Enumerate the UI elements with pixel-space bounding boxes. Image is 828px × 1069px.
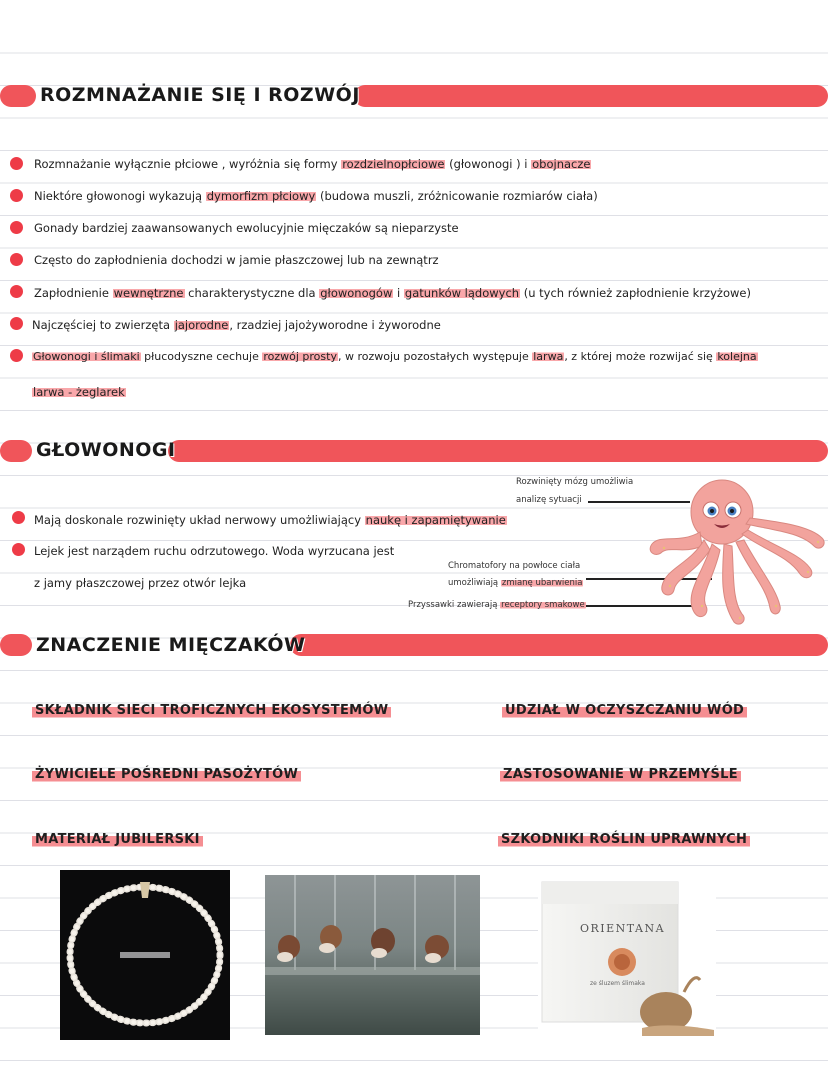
bullet-text-1: Rozmnażanie wyłącznie płciowe , wyróżnia się formy rozdzielnopłciowe (głowonogi ) i obojnacze: [34, 157, 591, 171]
pearl-necklace-photo: [60, 870, 230, 1040]
bullet-dot: [10, 253, 23, 266]
annotation-chromatophores-1: Chromatofory na powłoce ciała: [448, 561, 581, 571]
product-line: ze śluzem ślimaka: [590, 980, 645, 987]
bullet-dot: [12, 511, 25, 524]
section-title-cephalopods: GŁOWONOGI: [36, 439, 176, 461]
cephalopod-text-1: Mają doskonale rozwinięty układ nerwowy umożliwiający naukę i zapamiętywanie: [34, 513, 506, 527]
bullet-dot: [12, 543, 25, 556]
snails-aquarium-photo: [265, 875, 480, 1035]
section-title-importance: ZNACZENIE MIĘCZAKÓW: [36, 634, 306, 656]
section-bar-right: [168, 440, 828, 462]
category-label: UDZIAŁ W OCZYSZCZANIU WÓD: [502, 702, 747, 719]
product-brand: ORIENTANA: [580, 922, 666, 935]
bullet-text-2: Niektóre głowonogi wykazują dymorfizm płciowy (budowa muszli, zróżnicowanie rozmiarów ciała): [34, 189, 598, 203]
category-label: ŻYWICIELE POŚREDNI PASOŻYTÓW: [32, 766, 301, 783]
section-bar-right: [290, 634, 828, 656]
bullet-dot: [10, 285, 23, 298]
bullet-text-6: Najczęściej to zwierzęta jajorodne, rzadziej jajożyworodne i żyworodne: [32, 318, 441, 332]
category-label: MATERIAŁ JUBILERSKI: [32, 831, 203, 848]
section-title-reproduction: ROZMNAŻANIE SIĘ I ROZWÓJ: [40, 84, 360, 106]
bullet-text-7-cont: larwa - żeglarek: [33, 385, 125, 399]
annotation-brain-1: Rozwinięty mózg umożliwia: [516, 477, 634, 487]
section-bar-left: [0, 85, 36, 107]
cephalopod-text-3: z jamy płaszczowej przez otwór lejka: [34, 576, 247, 590]
bullet-dot: [10, 157, 23, 170]
section-bar-right: [354, 85, 828, 107]
bullet-dot: [10, 349, 23, 362]
bullet-text-7: Głowonogi i ślimaki płucodyszne cechuje rozwój prosty, w rozwoju pozostałych występuje larwa, z której może rozwijać się kolejna: [33, 350, 757, 363]
bullet-text-3: Gonady bardziej zaawansowanych ewolucyjnie mięczaków są nieparzyste: [34, 221, 459, 235]
bullet-dot: [10, 221, 23, 234]
bullet-dot: [10, 189, 23, 202]
bullet-dot: [10, 317, 23, 330]
annotation-suckers: Przyssawki zawierają receptory smakowe: [408, 600, 585, 610]
bullet-text-4: Często do zapłodnienia dochodzi w jamie płaszczowej lub na zewnątrz: [34, 253, 439, 267]
section-bar-left: [0, 440, 32, 462]
annotation-brain-2: analizę sytuacji: [516, 495, 582, 505]
annotation-chromatophores-2: umożliwiają zmianę ubarwienia: [448, 578, 583, 588]
category-label: SZKODNIKI ROŚLIN UPRAWNYCH: [498, 831, 750, 848]
cream-jar-snail-photo: [538, 872, 716, 1040]
bullet-text-5: Zapłodnienie wewnętrzne charakterystyczne dla głowonogów i gatunków lądowych (u tych również zapłodnienie krzyżowe): [34, 286, 751, 300]
octopus-illustration: [640, 474, 828, 630]
section-bar-left: [0, 634, 32, 656]
cephalopod-text-2: Lejek jest narządem ruchu odrzutowego. Woda wyrzucana jest: [34, 544, 395, 558]
category-label: SKŁADNIK SIECI TROFICZNYCH EKOSYSTEMÓW: [32, 702, 391, 719]
category-label: ZASTOSOWANIE W PRZEMYŚLE: [500, 766, 741, 783]
